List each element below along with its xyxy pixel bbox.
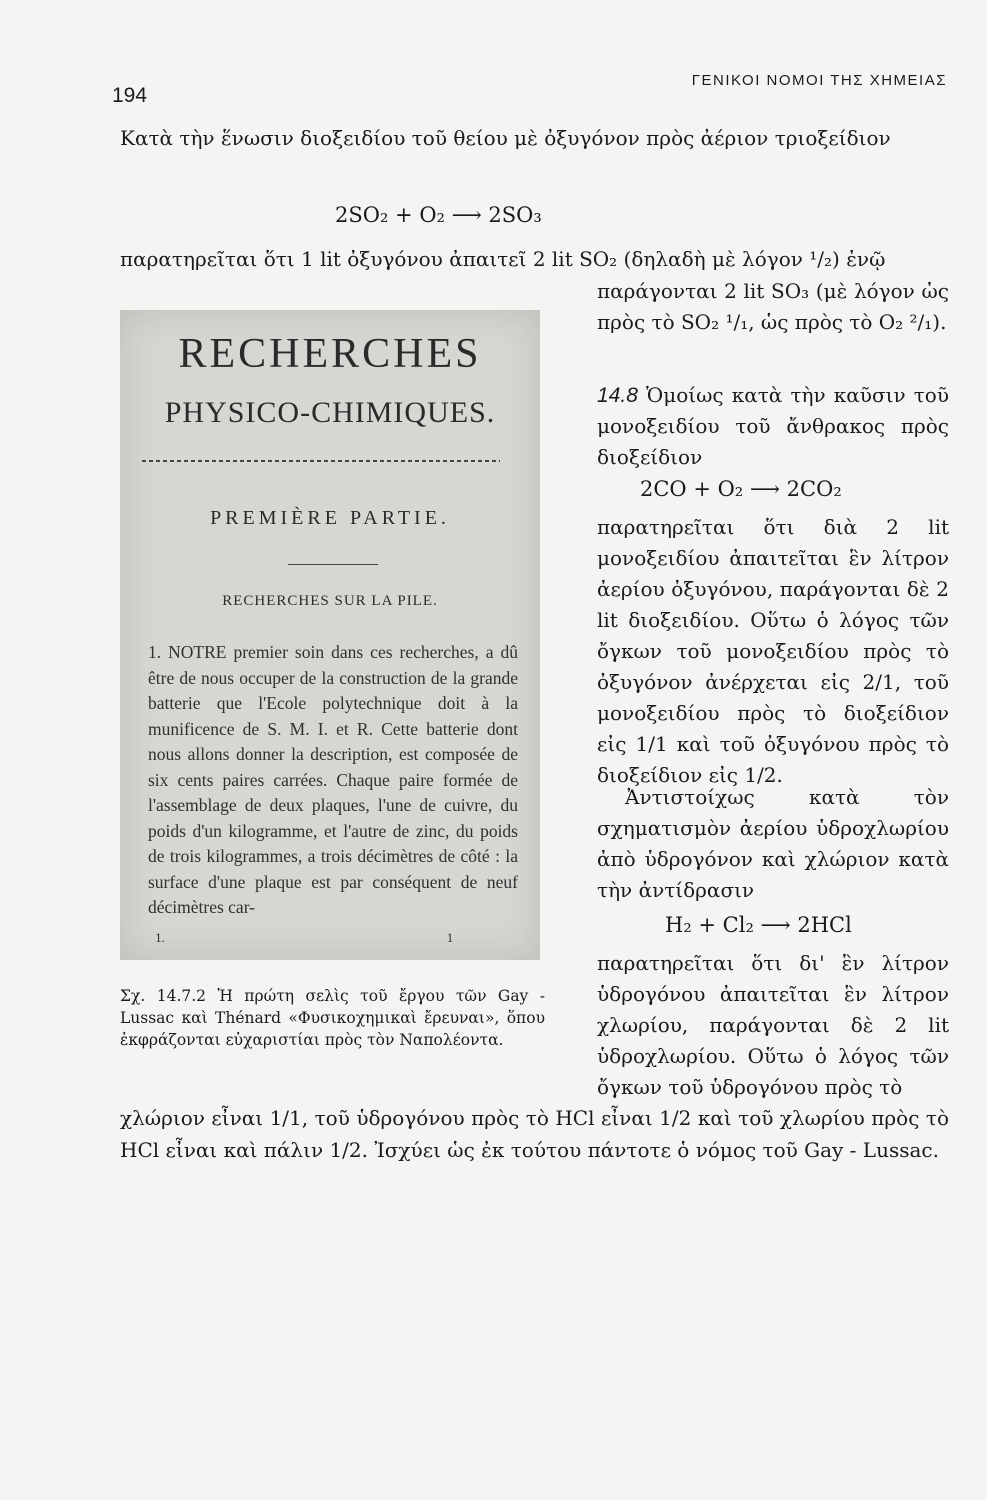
figure-facsimile (120, 310, 540, 960)
section-intro-text: Ὁμοίως κατὰ τὴν καῦσιν τοῦ μονοξειδίου τοῦ ἄνθρακος πρὸς διοξείδιον (597, 383, 949, 469)
page-number: 194 (112, 84, 148, 107)
equation-co2: 2CO + O₂ ⟶ 2CO₂ (640, 477, 842, 501)
running-head: ΓΕΝΙΚΟΙ ΝΟΜΟΙ ΤΗΣ ΧΗΜΕΙΑΣ (691, 72, 947, 89)
equation-so3: 2SO₂ + O₂ ⟶ 2SO₃ (335, 203, 542, 227)
figure-part-heading: PREMIÈRE PARTIE. (210, 507, 450, 529)
section-number: 14.8 (597, 384, 638, 407)
figure-body-text: 1. NOTRE premier soin dans ces recherches, a dû être de nous occuper de la construction de la grande batterie que l'Ecole polytechnique doit à la munificence de S. M. I. et R. Cette batterie dont nous allons donner la description, est composée de six cents paires carrées. Chaque paire formée de l'assemblage de deux plaques, l'une de cuivre, du poids d'un kilogramme, et l'autre de zinc, du poids de trois kilogrammes, a trois décimètres de côté : la surface d'une plaque est par conséquent de neuf décimètres car- (148, 642, 518, 917)
figure-short-rule (288, 564, 378, 565)
section-paragraph-hcl: παρατηρεῖται ὅτι δι' ἓν λίτρον ὑδρογόνου ἀπαιτεῖται ἓν λίτρον χλωρίου, παράγονται δὲ 2 lit ὑδροχλωρίου. Οὕτω ὁ λόγος τῶν ὄγκων τοῦ ὑδρογόνου πρὸς τὸ (597, 951, 949, 1099)
equation-hcl: H₂ + Cl₂ ⟶ 2HCl (665, 913, 852, 937)
figure-title-line1: RECHERCHES (178, 331, 482, 377)
closing-paragraph: χλώριον εἶναι 1/1, τοῦ ὑδρογόνου πρὸς τὸ HCl εἶναι 1/2 καὶ τοῦ χλωρίου πρὸς τὸ HCl εἶναι καὶ πάλιν 1/2. Ἰσχύει ὡς ἐκ τούτου πάντοτε ὁ νόμος τοῦ Gay - Lussac. (120, 1106, 949, 1162)
figure-dotted-rule (142, 460, 500, 462)
intro-observation-column: παράγονται 2 lit SO₃ (μὲ λόγον ὡς πρὸς τὸ SO₂ ¹/₁, ὡς πρὸς τὸ O₂ ²/₁). (597, 279, 949, 334)
figure-subtitle: RECHERCHES SUR LA PILE. (222, 593, 438, 609)
figure-signature: 1. (155, 930, 165, 945)
figure-title-line2: PHYSICO-CHIMIQUES. (164, 396, 496, 429)
intro-paragraph: Κατὰ τὴν ἕνωσιν διοξειδίου τοῦ θείου μὲ ὀξυγόνον πρὸς ἀέριον τριοξείδιον (120, 126, 891, 150)
section-intro (597, 380, 949, 473)
section-paragraph-hcl-intro: Ἀντιστοίχως κατὰ τὸν σχηματισμὸν ἀερίου ὑδροχλωρίου ἀπὸ ὑδρογόνον καὶ χλώριον κατὰ τὴν ἀντίδρασιν (597, 785, 949, 902)
figure-footer-mark: 1 (446, 930, 454, 945)
intro-observation: παρατηρεῖται ὅτι 1 lit ὀξυγόνου ἀπαιτεῖ 2 lit SO₂ (δηλαδὴ μὲ λόγον ¹/₂) ἐνῷ (120, 247, 886, 271)
figure-caption: Σχ. 14.7.2 Ἡ πρώτη σελὶς τοῦ ἔργου τῶν Gay - Lussac καὶ Thénard «Φυσικοχημικαὶ ἔρευναι», ὅπου ἐκφράζονται εὐχαριστίαι πρὸς τὸν Ναπολέοντα. (120, 987, 545, 1049)
section-paragraph-co: παρατηρεῖται ὅτι διὰ 2 lit μονοξειδίου ἀπαιτεῖται ἓν λίτρον ἀερίου ὀξυγόνου, παράγονται δὲ 2 lit διοξειδίου. Οὕτω ὁ λόγος τῶν ὄγκων τοῦ μονοξειδίου πρὸς τὸ ὀξυγόνον ἀνέρχεται εἰς 2/1, τοῦ μονοξειδίου πρὸς τὸ διοξείδιον εἰς 1/1 καὶ τοῦ ὀξυγόνου πρὸς τὸ διοξείδιον εἰς 1/2. (597, 515, 949, 787)
